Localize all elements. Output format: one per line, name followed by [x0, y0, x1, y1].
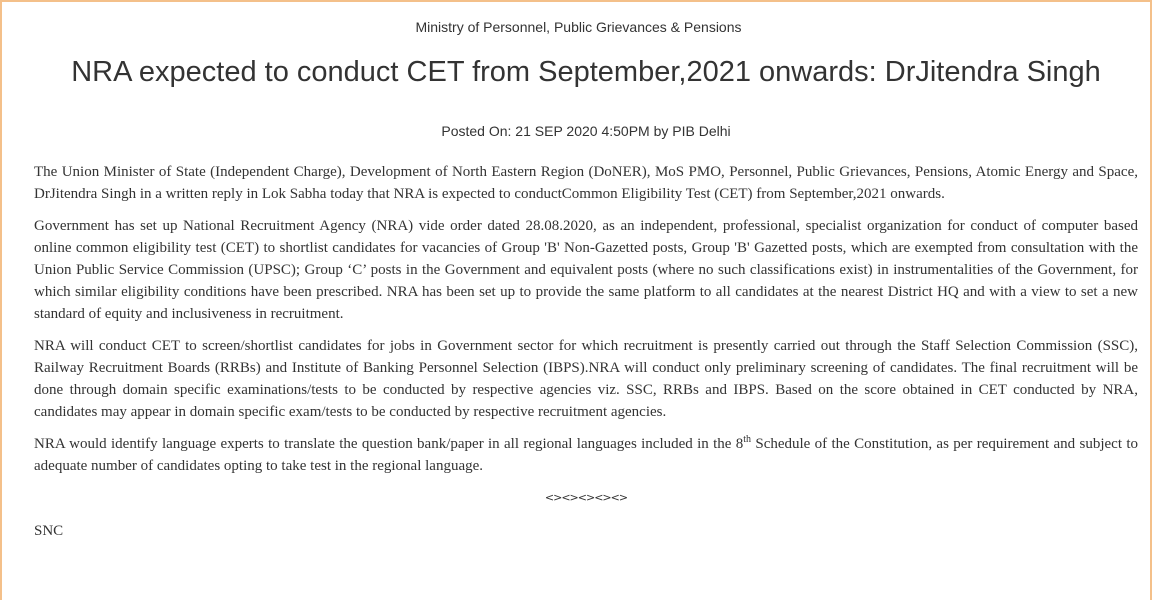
page-title: NRA expected to conduct CET from September,2021 onwards: DrJitendra Singh — [71, 56, 1101, 88]
ministry-name: Ministry of Personnel, Public Grievances & Pensions — [415, 19, 742, 35]
paragraph-3: NRA will conduct CET to screen/shortlist candidates for jobs in Government sector for which recruitment is presently carried out through the Staff Selection Commission (SSC), Railway Recruitment Boards (RRBs) and Institute of Banking Personnel Selection (IBPS).NRA will conduct only preliminary screening of candidates. The final recruitment will be done through domain specific examinations/tests to be conducted by respective agencies viz. SSC, RRBs and IBPS. Based on the score obtained in CET conducted by NRA, candidates may appear in domain specific exam/tests to be conducted by respective recruitment agencies. — [34, 338, 1138, 420]
paragraph-4-text-after: Schedule of the Constitution, as per requirement and subject to adequate number of candidates opting to take test in the regional language. — [34, 436, 1138, 474]
separator: <><><><><> — [544, 491, 628, 504]
article-body — [34, 161, 1138, 542]
posted-on: Posted On: 21 SEP 2020 4:50PM by PIB Delhi — [441, 123, 731, 139]
paragraph-1: The Union Minister of State (Independent Charge), Development of North Eastern Region (DoNER), MoS PMO, Personnel, Public Grievances, Pensions, Atomic Energy and Space, DrJitendra Singh in a written reply in Lok Sabha today that NRA is expected to conductCommon Eligibility Test (CET) from September,2021 onwards. — [34, 164, 1138, 202]
paragraph-4-text-before: NRA would identify language experts to translate the question bank/paper in all regional languages included in the 8 — [34, 436, 744, 452]
paragraph-4-superscript: th — [743, 434, 752, 445]
paragraph-4 — [34, 433, 1138, 477]
signature: SNC — [34, 523, 64, 539]
paragraph-2: Government has set up National Recruitment Agency (NRA) vide order dated 28.08.2020, as an independent, professional, specialist organization for conduct of computer based online common eligibility test (CET) to shortlist candidates for vacancies of Group 'B' Non-Gazetted posts, Group 'B' Gazetted posts, which are exempted from consultation with the Union Public Service Commission (UPSC); Group ‘C’ posts in the Government and equivalent posts (where no such classifications exist) in instrumentalities of the Government, for which similar eligibility conditions have been prescribed. NRA has been set up to provide the same platform to all candidates at the nearest District HQ and with a view to set a new standard of equity and inclusiveness in recruitment. — [34, 218, 1138, 322]
